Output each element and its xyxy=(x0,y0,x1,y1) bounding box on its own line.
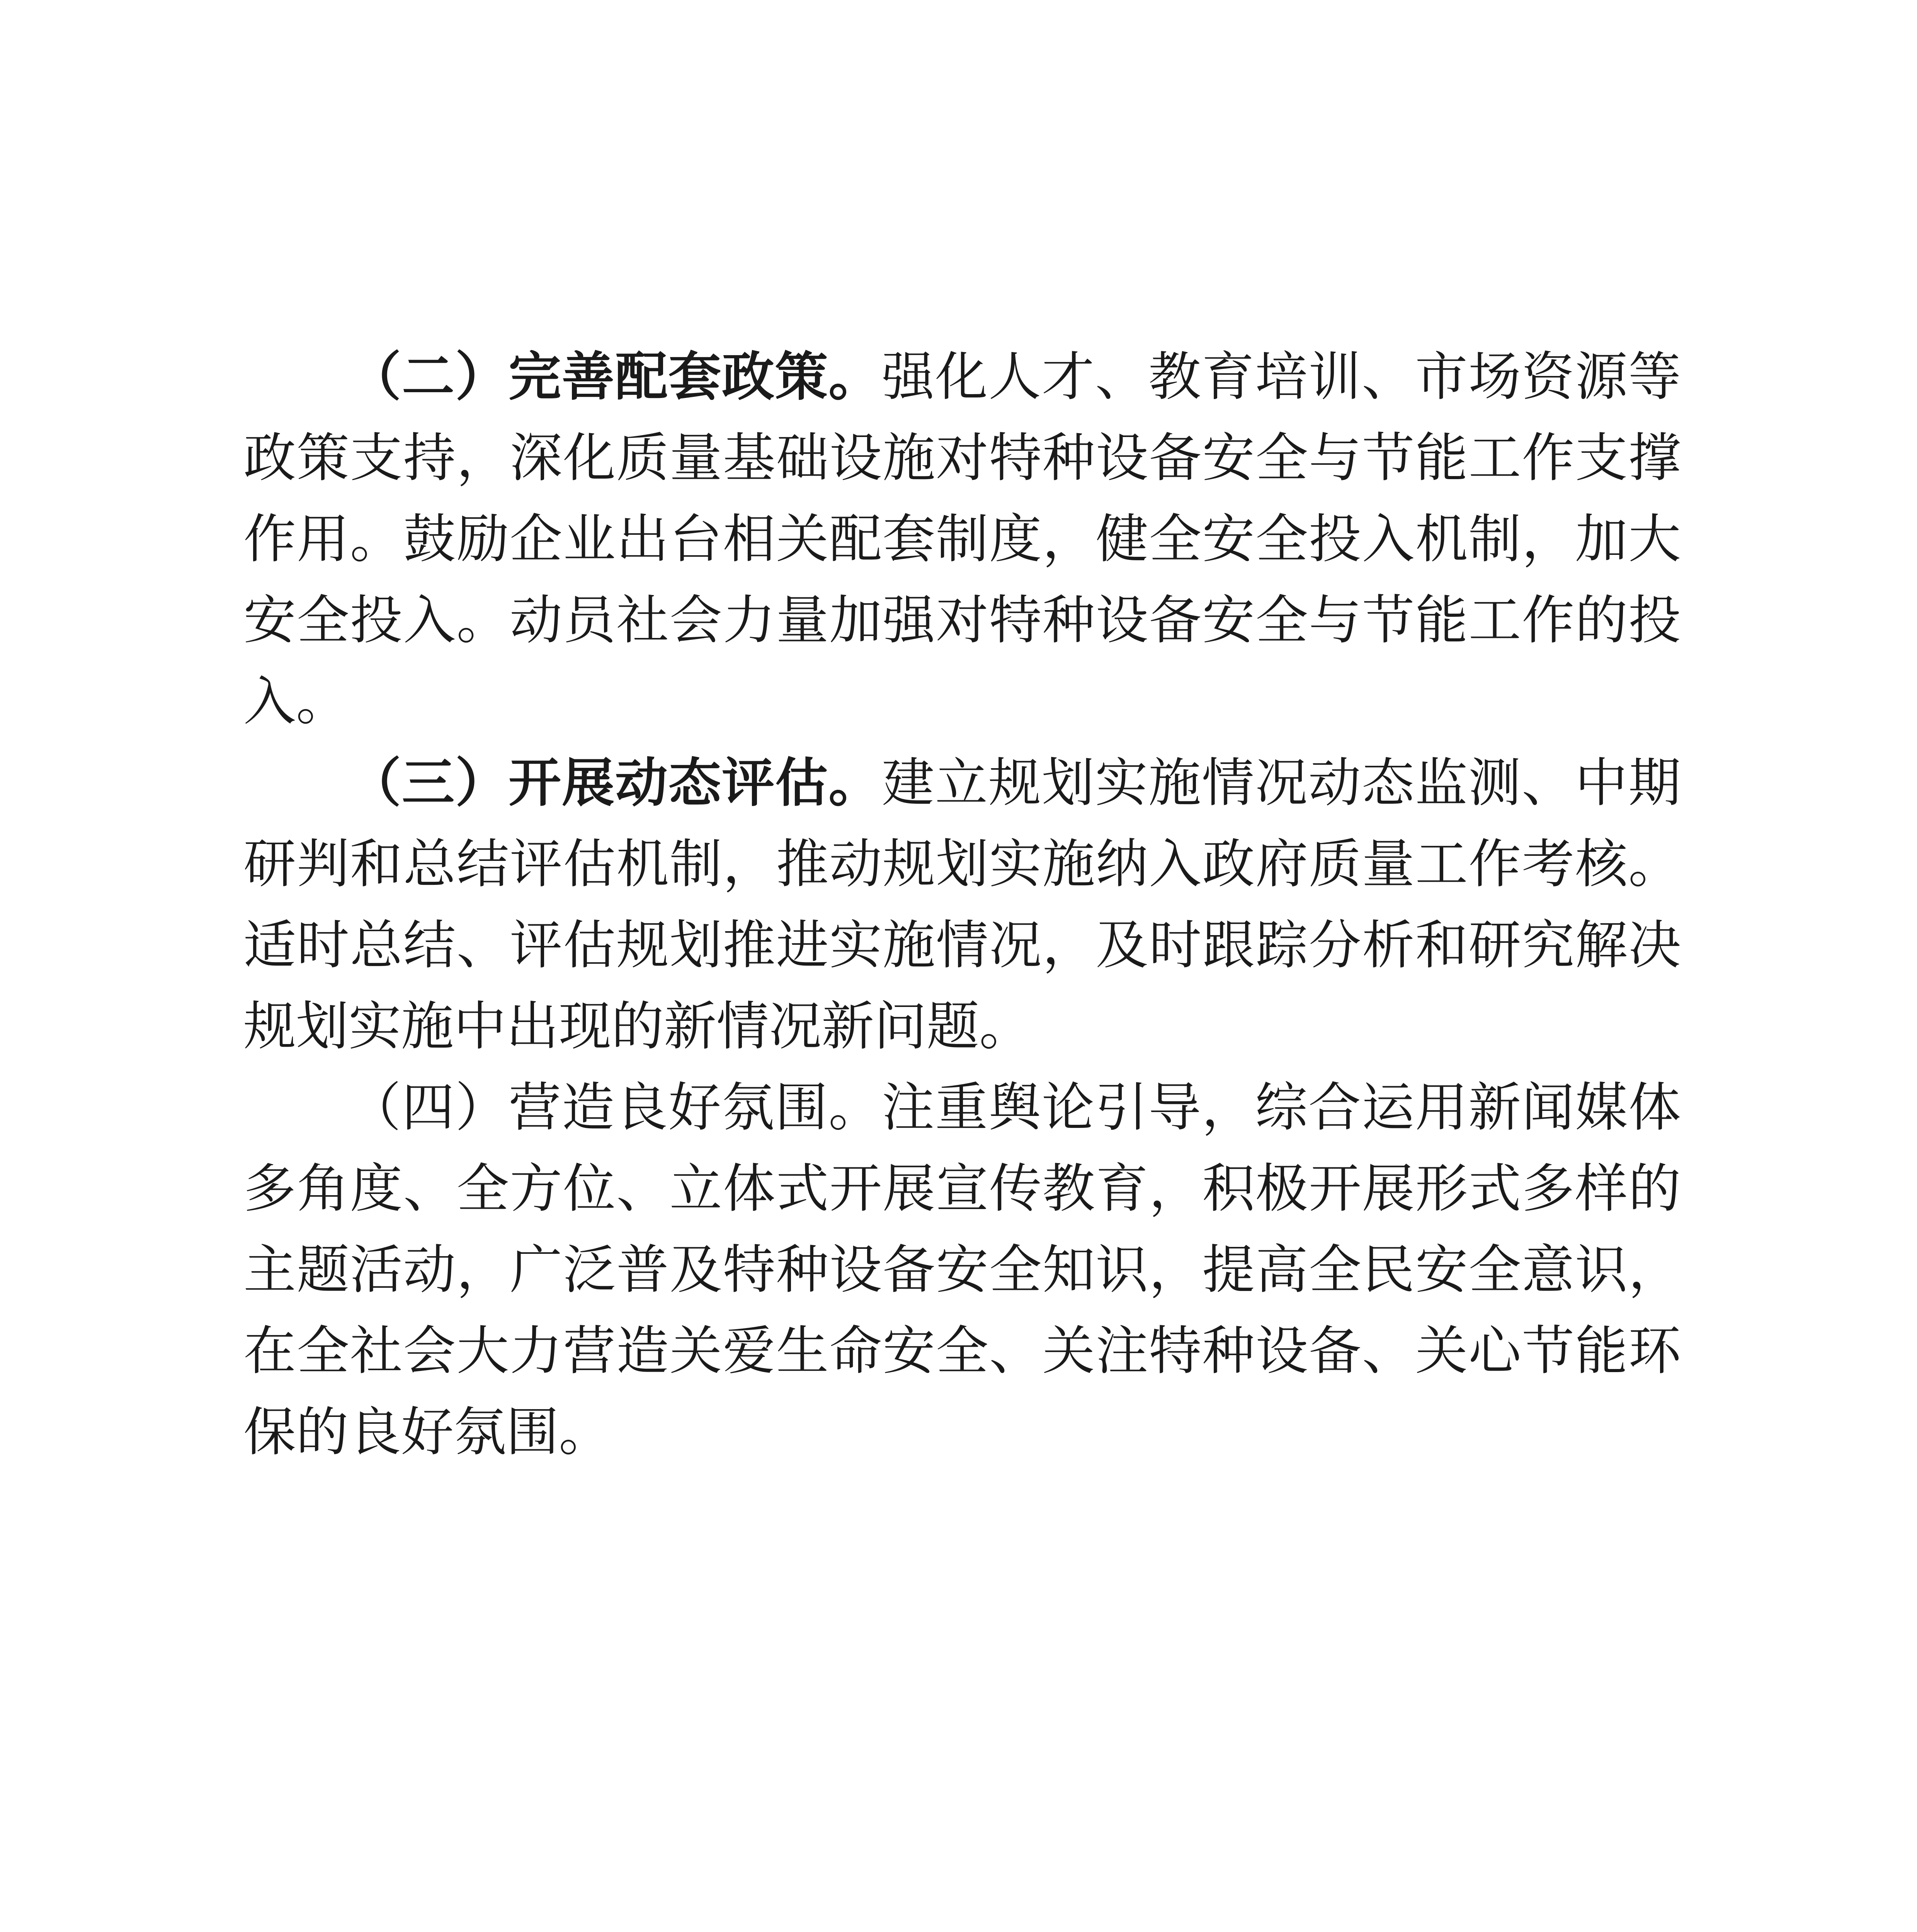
paragraph-dynamic-evaluation xyxy=(243,742,1681,1067)
paragraph-text: 强化人才、教育培训、市场资源等政策支持，深化质量基础设施对特种设备安全与节能工作支撑作用。鼓励企业出台相关配套制度，健全安全投入机制，加大安全投入。动员社会力量加强对特种设备安全与节能工作的投入。 xyxy=(243,347,1681,732)
paragraph-good-atmosphere xyxy=(243,1067,1681,1473)
paragraph-heading: （三）开展动态评估。 xyxy=(349,752,882,814)
paragraph-heading: （二）完善配套政策。 xyxy=(349,346,882,408)
paragraph-text: 注重舆论引导，综合运用新闻媒体多角度、全方位、立体式开展宣传教育，积极开展形式多样的主题活动，广泛普及特种设备安全知识，提高全民安全意识，在全社会大力营造关爱生命安全、关注特种设备、关心节能环保的良好氛围。 xyxy=(243,1077,1681,1463)
paragraph-text: 建立规划实施情况动态监测、中期研判和总结评估机制，推动规划实施纳入政府质量工作考核。适时总结、评估规划推进实施情况，及时跟踪分析和研究解决规划实施中出现的新情况新问题。 xyxy=(243,753,1681,1057)
document-body xyxy=(243,336,1681,1473)
paragraph-heading: （四）营造良好氛围。 xyxy=(349,1077,882,1138)
paragraph-policy-support xyxy=(243,336,1681,742)
